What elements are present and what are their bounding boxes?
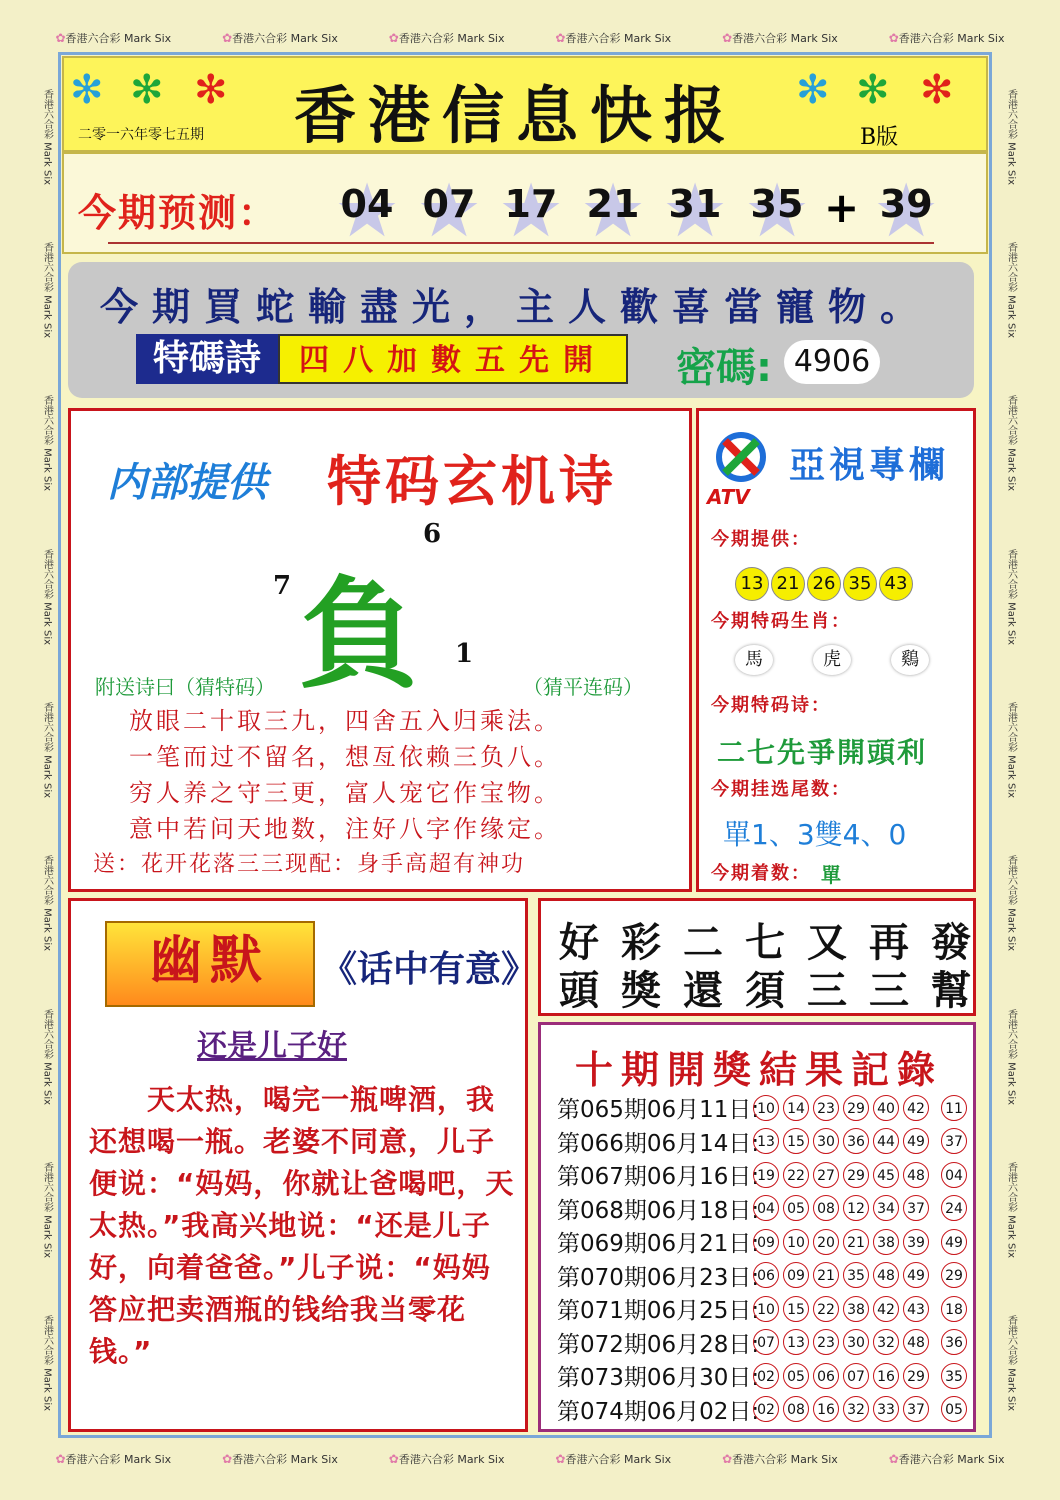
border-text: ✿香港六合彩 Mark Six: [222, 1452, 338, 1466]
history-number-ball: 15: [783, 1128, 809, 1154]
history-row: [557, 1393, 971, 1426]
history-number-ball: 49: [903, 1128, 929, 1154]
history-number-ball: 12: [843, 1195, 869, 1221]
history-special-ball: 05: [941, 1396, 967, 1422]
history-special-ball: 04: [941, 1162, 967, 1188]
issue-number: 二零一六年零七五期: [78, 127, 204, 143]
prediction-number: ★ 04: [326, 182, 408, 232]
poem-label: 特碼詩: [136, 334, 278, 384]
history-special-ball: 49: [941, 1229, 967, 1255]
history-number-ball: 13: [753, 1128, 779, 1154]
history-number-ball: 42: [873, 1296, 899, 1322]
history-row-label: 第070期06月23日:: [557, 1264, 760, 1291]
slogan-text: 今期買蛇輸盡光，主人歡喜當寵物。: [100, 285, 933, 329]
prediction-number: ★ 07: [408, 182, 490, 232]
border-text: ✿香港六合彩 Mark Six: [555, 31, 672, 45]
history-row: [557, 1192, 971, 1225]
border-text: ✿香港六合彩 Mark Six: [888, 1452, 1005, 1466]
prediction-number: ★ 35: [736, 182, 818, 232]
flower-icon: ✻: [796, 67, 830, 113]
history-number-ball: 20: [813, 1229, 839, 1255]
border-text: 香港六合彩 Mark Six: [1005, 395, 1017, 492]
verse-line: 頭獎還須三三幫: [559, 968, 993, 1014]
divider: [108, 242, 934, 244]
border-text: ✿香港六合彩 Mark Six: [555, 1452, 672, 1466]
left-border-strip: [36, 60, 58, 1440]
zodiac-item: 虎: [813, 645, 851, 675]
border-text: ✿香港六合彩 Mark Six: [55, 31, 172, 45]
atv-logo-text: ATV: [707, 485, 750, 509]
code-label: 密碼:: [676, 345, 772, 391]
history-number-ball: 10: [783, 1229, 809, 1255]
history-number-ball: 27: [813, 1162, 839, 1188]
joke-title: 还是儿子好: [197, 1029, 347, 1064]
border-text: 香港六合彩 Mark Six: [41, 241, 53, 339]
history-special-ball: 24: [941, 1195, 967, 1221]
border-text: 香港六合彩 Mark Six: [41, 88, 53, 185]
border-text: 香港六合彩 Mark Six: [1005, 855, 1017, 952]
history-row: [557, 1292, 971, 1325]
history-number-ball: 48: [903, 1329, 929, 1355]
history-number-ball: 05: [783, 1363, 809, 1389]
poem-line: 一笔而过不留名，想亙依赖三负八。: [129, 743, 561, 771]
flower-icon: ✿: [555, 1452, 566, 1466]
verse-panel: [538, 898, 993, 1016]
history-number-ball: 39: [903, 1229, 929, 1255]
count-value: 單: [821, 863, 841, 887]
border-text: ✿香港六合彩 Mark Six: [388, 31, 505, 45]
prediction-special-number: ★ 39: [865, 182, 947, 232]
history-title: 十期開獎結果記錄: [575, 1048, 944, 1092]
history-number-ball: 32: [873, 1329, 899, 1355]
history-number-ball: 19: [753, 1162, 779, 1188]
history-number-ball: 30: [843, 1329, 869, 1355]
history-row: [557, 1225, 971, 1258]
history-number-ball: 43: [903, 1296, 929, 1322]
history-number-ball: 23: [813, 1329, 839, 1355]
border-text: 香港六合彩 Mark Six: [1005, 1161, 1017, 1258]
history-number-ball: 21: [843, 1229, 869, 1255]
history-row-label: 第071期06月25日:: [557, 1298, 760, 1324]
riddle-character: 負: [299, 566, 419, 705]
hint-number: 1: [455, 639, 474, 669]
history-special-ball: 35: [941, 1363, 967, 1389]
humor-badge: 幽默: [105, 921, 315, 1007]
history-number-ball: 08: [813, 1195, 839, 1221]
number-ball: 21: [771, 567, 805, 601]
history-special-ball: 29: [941, 1262, 967, 1288]
history-number-ball: 05: [783, 1195, 809, 1221]
provide-numbers: [735, 567, 913, 601]
right-border-strip: [1000, 60, 1022, 1440]
page-title: 香港信息快报: [294, 79, 739, 152]
history-number-ball: 32: [843, 1396, 869, 1422]
poem-panel: [68, 408, 692, 892]
atv-logo-icon: [711, 427, 771, 487]
history-number-ball: 48: [873, 1262, 899, 1288]
history-number-ball: 06: [813, 1363, 839, 1389]
border-text: 香港六合彩 Mark Six: [41, 855, 53, 952]
number-ball: 26: [807, 567, 841, 601]
border-text: 香港六合彩 Mark Six: [1005, 1008, 1017, 1105]
history-number-ball: 06: [753, 1262, 779, 1288]
prediction-number: ★ 21: [572, 182, 654, 232]
poem-sub-right: （猜平连码）: [523, 675, 643, 699]
history-row-label: 第072期06月28日:: [557, 1331, 760, 1358]
poem-lines: [129, 703, 561, 847]
number-ball: 43: [879, 567, 913, 601]
history-number-ball: 36: [843, 1128, 869, 1154]
history-row-label: 第066期06月14日:: [557, 1130, 760, 1157]
provide-label: 今期提供：: [711, 529, 811, 550]
history-number-ball: 40: [873, 1095, 899, 1121]
flower-icon: ✻: [194, 67, 228, 113]
poem-line: 放眼二十取三九，四舍五入归乘法。: [129, 707, 561, 735]
history-number-ball: 08: [783, 1396, 809, 1422]
plus-sign: +: [824, 182, 860, 232]
flower-icon: ✿: [722, 31, 733, 45]
border-text: 香港六合彩 Mark Six: [41, 548, 53, 645]
history-row-label: 第068期06月18日:: [557, 1197, 760, 1224]
history-number-ball: 34: [873, 1195, 899, 1221]
history-number-ball: 33: [873, 1396, 899, 1422]
history-row: [557, 1125, 971, 1158]
history-number-ball: 10: [753, 1095, 779, 1121]
zodiac-item: 鷄: [891, 645, 929, 675]
zodiac-item: 馬: [735, 645, 773, 675]
history-number-ball: 13: [783, 1329, 809, 1355]
history-number-ball: 30: [813, 1128, 839, 1154]
humor-subtitle: 《话中有意》: [321, 949, 538, 990]
slogan-banner: [68, 262, 974, 398]
atv-poem-label: 今期特码诗：: [711, 695, 831, 716]
hint-number: 6: [423, 519, 442, 549]
border-text: 香港六合彩 Mark Six: [1005, 88, 1017, 185]
tail-value: 單1、3雙4、0: [723, 818, 907, 851]
history-number-ball: 22: [783, 1162, 809, 1188]
flower-icon: ✿: [888, 31, 899, 45]
history-number-ball: 16: [813, 1396, 839, 1422]
border-text: 香港六合彩 Mark Six: [41, 1008, 53, 1105]
border-text: 香港六合彩 Mark Six: [41, 395, 53, 492]
history-number-ball: 42: [903, 1095, 929, 1121]
history-special-ball: 36: [941, 1329, 967, 1355]
atv-poem: 二七先爭開頭利: [717, 736, 928, 769]
history-number-ball: 38: [873, 1229, 899, 1255]
history-row: [557, 1326, 971, 1359]
history-number-ball: 23: [813, 1095, 839, 1121]
code-value: 4906: [784, 340, 880, 384]
history-number-ball: 21: [813, 1262, 839, 1288]
history-number-ball: 07: [753, 1329, 779, 1355]
history-panel: [538, 1022, 976, 1432]
flower-icon: ✻: [920, 67, 954, 113]
history-number-ball: 37: [903, 1396, 929, 1422]
border-text: ✿香港六合彩 Mark Six: [55, 1452, 172, 1466]
atv-panel: [696, 408, 976, 892]
poem-line: 穷人养之守三更，富人宠它作宝物。: [129, 779, 561, 807]
border-text: ✿香港六合彩 Mark Six: [722, 1452, 838, 1466]
history-number-ball: 15: [783, 1296, 809, 1322]
poem-text: 四八加數五先開: [278, 334, 628, 384]
flower-icon: ✻: [856, 67, 890, 113]
flower-icon: ✻: [130, 67, 164, 113]
history-row-label: 第065期06月11日:: [557, 1097, 760, 1123]
flower-icon: ✻: [70, 67, 104, 113]
history-number-ball: 14: [783, 1095, 809, 1121]
border-text: ✿香港六合彩 Mark Six: [722, 31, 838, 45]
flower-icon: ✿: [222, 1452, 233, 1466]
history-number-ball: 09: [753, 1229, 779, 1255]
border-text: 香港六合彩 Mark Six: [1005, 548, 1017, 645]
joke-body: 天太热，喝完一瓶啤酒，我还想喝一瓶。老婆不同意，儿子便说：“妈妈，你就让爸喝吧，天太热。”我高兴地说：“还是儿子好，向着爸爸。”儿子说：“妈妈答应把卖酒瓶的钱给我当零花钱。”: [89, 1083, 515, 1368]
history-number-ball: 37: [903, 1195, 929, 1221]
history-number-ball: 07: [843, 1363, 869, 1389]
flower-icon: ✿: [388, 1452, 399, 1466]
flower-icon: ✿: [555, 31, 566, 45]
border-text: 香港六合彩 Mark Six: [41, 1161, 53, 1258]
hint-number: 7: [273, 571, 292, 601]
border-text: ✿香港六合彩 Mark Six: [888, 31, 1005, 45]
atv-title: 亞視專欄: [789, 445, 950, 486]
joke-panel: [68, 898, 538, 1432]
history-number-ball: 10: [753, 1296, 779, 1322]
border-text: ✿香港六合彩 Mark Six: [222, 31, 338, 45]
history-row: [557, 1259, 971, 1292]
history-number-ball: 29: [843, 1162, 869, 1188]
history-number-ball: 35: [843, 1262, 869, 1288]
flower-icon: ✿: [55, 1452, 66, 1466]
flower-icon: ✿: [55, 31, 66, 45]
history-row: [557, 1359, 971, 1392]
prediction-number: ★ 31: [654, 182, 736, 232]
history-special-ball: 11: [941, 1095, 967, 1121]
border-text: ✿香港六合彩 Mark Six: [388, 1452, 505, 1466]
prediction-number: ★ 17: [490, 182, 572, 232]
history-number-ball: 02: [753, 1363, 779, 1389]
history-number-ball: 29: [843, 1095, 869, 1121]
border-text: 香港六合彩 Mark Six: [1005, 1315, 1017, 1412]
verse-line: 好彩二七又再發: [559, 920, 993, 966]
history-row-label: 第069期06月21日:: [557, 1231, 760, 1257]
header: [62, 56, 988, 152]
poem-send: 送：花开花落三三现配：身手高超有神功: [93, 852, 526, 877]
history-number-ball: 29: [903, 1363, 929, 1389]
poem-panel-title: 特码玄机诗: [327, 450, 617, 513]
number-ball: 13: [735, 567, 769, 601]
history-row: [557, 1158, 971, 1191]
border-text: 香港六合彩 Mark Six: [41, 701, 53, 798]
edition-label: B版: [860, 125, 899, 150]
history-number-ball: 44: [873, 1128, 899, 1154]
history-row-label: 第067期06月16日:: [557, 1164, 760, 1190]
history-number-ball: 38: [843, 1296, 869, 1322]
history-number-ball: 49: [903, 1262, 929, 1288]
history-special-ball: 37: [941, 1128, 967, 1154]
bottom-border-strip: [30, 1448, 1030, 1470]
history-row: [557, 1091, 971, 1124]
zodiac-label: 今期特码生肖：: [711, 611, 851, 632]
prediction-numbers: [326, 182, 947, 232]
history-number-ball: 45: [873, 1162, 899, 1188]
tail-label: 今期挂选尾数：: [711, 779, 851, 800]
history-row-label: 第073期06月30日:: [557, 1365, 760, 1391]
history-number-ball: 04: [753, 1195, 779, 1221]
provider-label: 内部提供: [107, 460, 267, 506]
history-number-ball: 16: [873, 1363, 899, 1389]
zodiac-list: [735, 645, 929, 675]
history-row-label: 第074期06月02日:: [557, 1398, 760, 1425]
number-ball: 35: [843, 567, 877, 601]
history-special-ball: 18: [941, 1296, 967, 1322]
border-text: 香港六合彩 Mark Six: [41, 1315, 53, 1412]
history-number-ball: 48: [903, 1162, 929, 1188]
flower-icon: ✿: [222, 31, 233, 45]
border-text: 香港六合彩 Mark Six: [1005, 241, 1017, 339]
flower-icon: ✿: [388, 31, 399, 45]
border-text: 香港六合彩 Mark Six: [1005, 701, 1017, 798]
count-label: 今期着数：: [711, 863, 811, 884]
flower-icon: ✿: [888, 1452, 899, 1466]
prediction-bar: [62, 152, 988, 254]
prediction-label: 今期预测：: [78, 191, 279, 235]
top-border-strip: [30, 27, 1030, 49]
poem-line: 意中若问天地数，注好八字作缘定。: [129, 815, 561, 843]
history-number-ball: 09: [783, 1262, 809, 1288]
poem-sub-left: 附送诗曰（猜特码）: [95, 675, 275, 699]
history-number-ball: 22: [813, 1296, 839, 1322]
history-number-ball: 02: [753, 1396, 779, 1422]
flower-icon: ✿: [722, 1452, 733, 1466]
